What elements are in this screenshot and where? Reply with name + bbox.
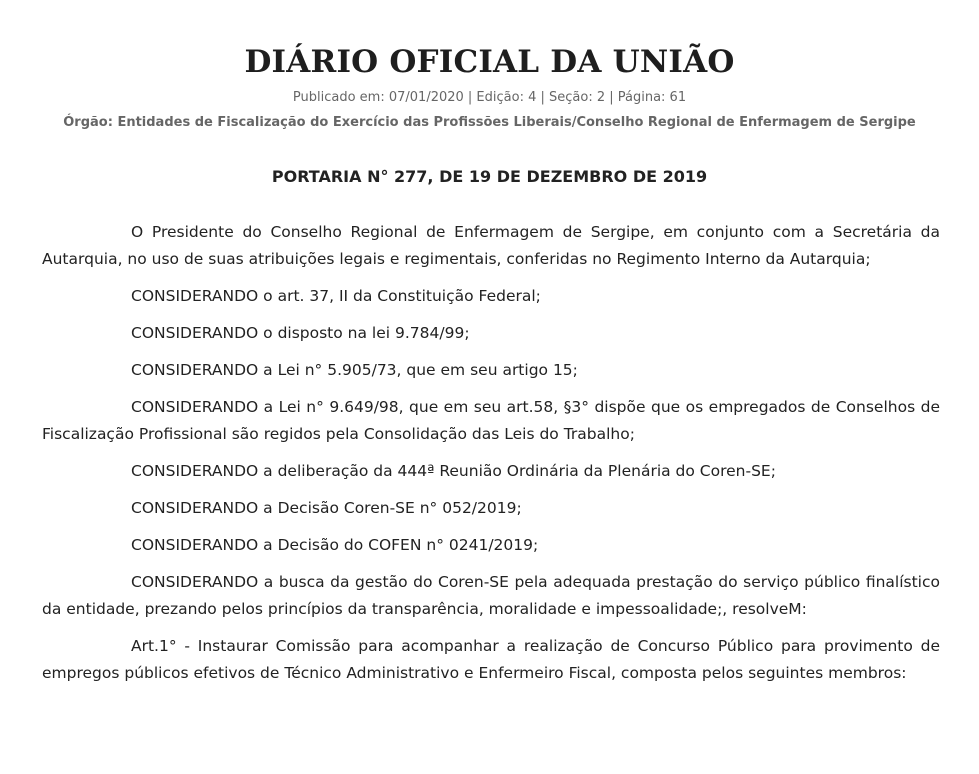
paragraph-considerando-2: CONSIDERANDO o disposto na lei 9.784/99; <box>131 324 470 342</box>
document-body <box>42 219 940 697</box>
paragraph-considerando-5: CONSIDERANDO a deliberação da 444ª Reunião Ordinária da Plenária do Coren-SE; <box>131 462 776 480</box>
portaria-title: PORTARIA N° 277, DE 19 DE DEZEMBRO DE 2019 <box>271 167 708 186</box>
paragraph-considerando-4: CONSIDERANDO a Lei n° 9.649/98, que em seu art.58, §3° dispõe que os empregados de Conselhos de Fiscalização Profissional são regidos pela Consolidação das Leis do Trabalho; <box>42 398 940 443</box>
publication-meta: Publicado em: 07/01/2020 | Edição: 4 | Seção: 2 | Página: 61 <box>292 90 687 105</box>
paragraph-considerando-7: CONSIDERANDO a Decisão do COFEN n° 0241/2019; <box>131 536 539 554</box>
paragraph-preamble: O Presidente do Conselho Regional de Enfermagem de Sergipe, em conjunto com a Secretária da Autarquia, no uso de suas atribuições legais e regimentais, conferidas no Regimento Interno da Autarquia; <box>42 223 940 268</box>
paragraph-considerando-3: CONSIDERANDO a Lei n° 5.905/73, que em seu artigo 15; <box>131 361 578 379</box>
paragraph-considerando-8: CONSIDERANDO a busca da gestão do Coren-SE pela adequada prestação do serviço público finalístico da entidade, prezando pelos princípios da transparência, moralidade e impessoalidade;, resolveM: <box>42 573 940 618</box>
paragraph-considerando-1: CONSIDERANDO o art. 37, II da Constituição Federal; <box>131 287 541 305</box>
newspaper-title: DIÁRIO OFICIAL DA UNIÃO <box>244 44 735 80</box>
paragraph-art-1: Art.1° - Instaurar Comissão para acompanhar a realização de Concurso Público para provimento de empregos públicos efetivos de Técnico Administrativo e Enfermeiro Fiscal, composta pelos seguintes membros: <box>42 637 940 682</box>
orgao-line: Órgão: Entidades de Fiscalização do Exercício das Profissões Liberais/Conselho Regional de Enfermagem de Sergipe <box>63 115 916 130</box>
paragraph-considerando-6: CONSIDERANDO a Decisão Coren-SE n° 052/2019; <box>131 499 522 517</box>
